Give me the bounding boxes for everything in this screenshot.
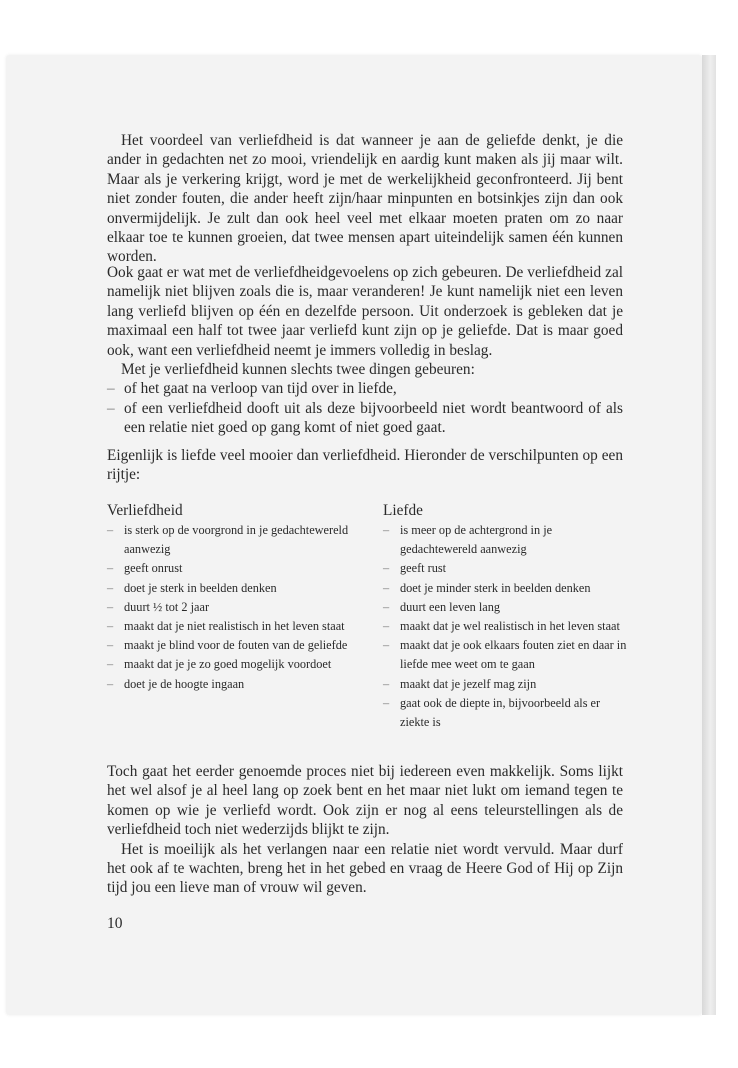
list-item: – maakt dat je je zo goed mogelijk voordoet bbox=[107, 655, 357, 674]
list-item: – gaat ook de diepte in, bijvoorbeeld als er ziekte is bbox=[383, 694, 631, 732]
list-item: – maakt je blind voor de fouten van de geliefde bbox=[107, 636, 357, 655]
list-item: – maakt dat je niet realistisch in het leven staat bbox=[107, 617, 357, 636]
list-item: – doet je de hoogte ingaan bbox=[107, 675, 357, 694]
page-edge bbox=[702, 55, 716, 1015]
paragraph-1 bbox=[107, 131, 623, 267]
list-item: – is meer op de achtergrond in je gedachtewereld aanwezig bbox=[383, 521, 631, 559]
list-item: – maakt dat je wel realistisch in het leven staat bbox=[383, 617, 631, 636]
page-number: 10 bbox=[107, 915, 123, 932]
paragraph-2 bbox=[107, 263, 623, 438]
paragraph-4 bbox=[107, 762, 623, 898]
list-item: – maakt dat je jezelf mag zijn bbox=[383, 675, 631, 694]
list-item: – of een verliefdheid dooft uit als deze bijvoorbeeld niet wordt beantwoord of als een relatie niet goed op gang komt of niet goed gaat. bbox=[107, 399, 623, 438]
list-item: – is sterk op de voorgrond in je gedachtewereld aanwezig bbox=[107, 521, 357, 559]
paragraph-2-text: Ook gaat er wat met de verliefdheidgevoelens op zich gebeuren. De verliefdheid zal namelijk niet blijven zoals die is, maar veranderen! Je kunt namelijk niet een leven lang verliefd blijven op één en dezelfde persoon. Uit onderzoek is gebleken dat je maximaal een half tot twee jaar verliefd kunt zijn op je geliefde. Dat is maar goed ook, want een verliefdheid neemt je immers volledig in beslag. bbox=[107, 264, 623, 359]
paragraph-4-text: Toch gaat het eerder genoemde proces niet bij iedereen even makkelijk. Soms lijkt het wel alsof je al heel lang op zoek bent en het maar niet lukt om iemand tegen te komen op wie je verliefd wordt. Ook zijn er nog al eens teleurstellingen als de verliefdheid toch niet wederzijds blijkt te zijn. bbox=[107, 763, 623, 839]
list-item: – duurt ½ tot 2 jaar bbox=[107, 598, 357, 617]
column-heading: Liefde bbox=[383, 502, 423, 519]
list-item: – geeft rust bbox=[383, 559, 631, 578]
paragraph-2-list bbox=[107, 379, 623, 437]
paragraph-2-intro: Met je verliefdheid kunnen slechts twee dingen gebeuren: bbox=[121, 361, 475, 379]
list-item: – of het gaat na verloop van tijd over in liefde, bbox=[107, 379, 623, 398]
column-heading: Verliefdheid bbox=[107, 502, 183, 519]
column-list bbox=[107, 521, 357, 694]
column-verliefdheid bbox=[107, 501, 357, 694]
paragraph-5-text: Het is moeilijk als het verlangen naar een relatie niet wordt vervuld. Maar durf het ook af te wachten, breng het in het gebed en vraag de Heere God of Hij op Zijn tijd jou een lieve man of vrouw wil geven. bbox=[107, 840, 623, 897]
paragraph-1-text: Het voordeel van verliefdheid is dat wanneer je aan de geliefde denkt, je die ander in gedachten net zo mooi, vriendelijk en aardig kunt maken als jij maar wilt. Maar als je verkering krijgt, word je met de werkelijkheid geconfronteerd. Jij bent niet zonder fouten, die ander heeft zijn/haar minpunten en botsinkjes zijn dan ook onvermijdelijk. Je zult dan ook heel veel met elkaar moeten praten om zo naar elkaar toe te kunnen groeien, dat twee mensen apart uiteindelijk samen één kunnen worden. bbox=[107, 132, 623, 266]
column-list bbox=[383, 521, 631, 732]
paragraph-3-text: Eigenlijk is liefde veel mooier dan verliefdheid. Hieronder de verschilpunten op een rijtje: bbox=[107, 447, 623, 484]
list-item: – doet je minder sterk in beelden denken bbox=[383, 579, 631, 598]
list-item: – doet je sterk in beelden denken bbox=[107, 579, 357, 598]
paragraph-3 bbox=[107, 446, 623, 485]
list-item: – duurt een leven lang bbox=[383, 598, 631, 617]
list-item: – geeft onrust bbox=[107, 559, 357, 578]
column-liefde bbox=[383, 501, 631, 732]
list-item: – maakt dat je ook elkaars fouten ziet en daar in liefde mee weet om te gaan bbox=[383, 636, 631, 674]
